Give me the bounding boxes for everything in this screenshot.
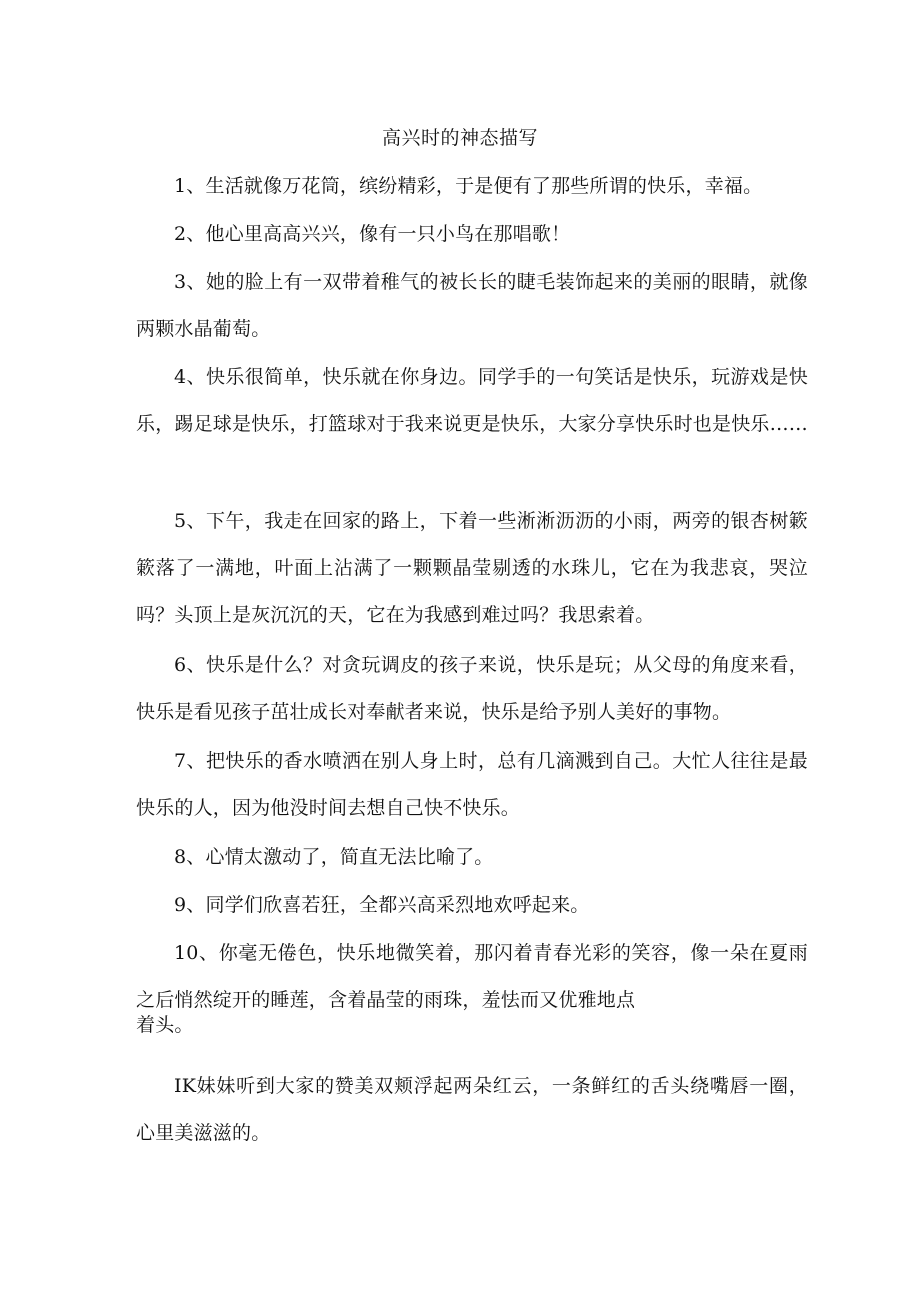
paragraph-10-tail: 着头。	[136, 1014, 194, 1036]
paragraph-1: 1、生活就像万花筒，缤纷精彩，于是便有了那些所谓的快乐，幸福。	[174, 175, 763, 197]
document-title: 高兴时的神态描写	[381, 127, 538, 149]
paragraph-6: 6、快乐是什么？对贪玩调皮的孩子来说，快乐是玩；从父母的角度来看，快乐是看见孩子茁壮成长对奉献者来说，快乐是给予别人美好的事物。	[136, 654, 808, 723]
paragraph-8: 8、心情太激动了，简直无法比喻了。	[174, 846, 494, 868]
paragraph-2: 2、他心里高高兴兴，像有一只小鸟在那唱歌！	[174, 223, 571, 245]
paragraph-4: 4、快乐很简单，快乐就在你身边。同学手的一句笑话是快乐，玩游戏是快乐，踢足球是快乐，打篮球对于我来说更是快乐，大家分享快乐时也是快乐……	[136, 366, 809, 435]
paragraph-7: 7、把快乐的香水喷洒在别人身上时，总有几滴溅到自己。大忙人往往是最快乐的人，因为他没时间去想自己快不快乐。	[136, 750, 808, 819]
paragraph-3: 3、她的脸上有一双带着稚气的被长长的睫毛装饰起来的美丽的眼睛，就像两颗水晶葡萄。	[136, 271, 808, 340]
paragraph-9: 9、同学们欣喜若狂，全都兴高采烈地欢呼起来。	[174, 894, 590, 916]
paragraph-10	[136, 930, 808, 1036]
paragraph-10-body: 10、你毫无倦色，快乐地微笑着，那闪着青春光彩的笑容，像一朵在夏雨之后悄然绽开的睡莲，含着晶莹的雨珠，羞怯而又优雅地点	[136, 942, 808, 1011]
paragraph-5: 5、下午，我走在回家的路上，下着一些淅淅沥沥的小雨，两旁的银杏树簌簌落了一满地，叶面上沾满了一颗颗晶莹剔透的水珠儿，它在为我悲哀，哭泣吗？头顶上是灰沉沉的天，它在为我感到难过吗？我思索着。	[136, 510, 808, 626]
paragraph-11: IK妹妹听到大家的赞美双颊浮起两朵红云，一条鲜红的舌头绕嘴唇一圈，心里美滋滋的。	[136, 1075, 808, 1144]
